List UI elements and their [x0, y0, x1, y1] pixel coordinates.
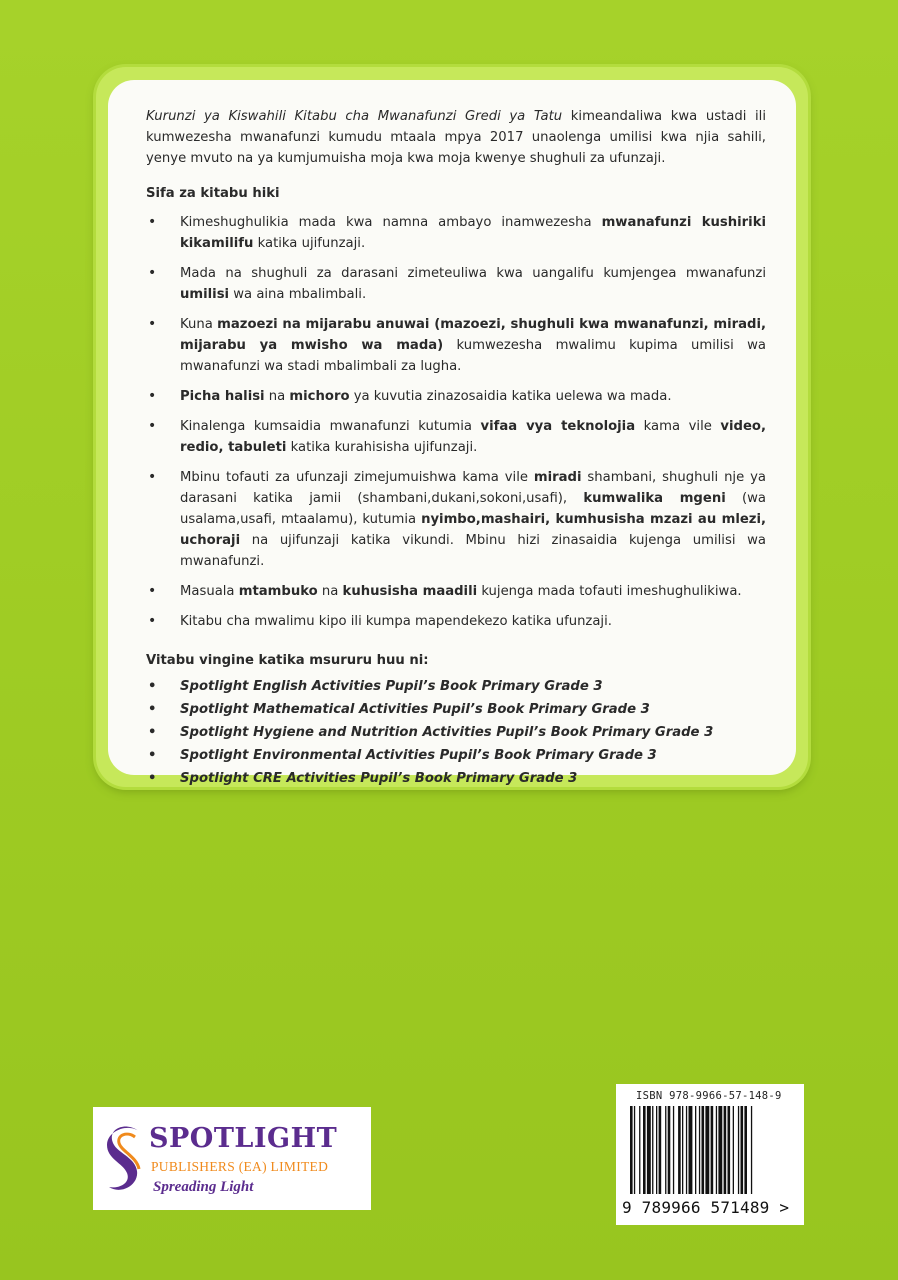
barcode-bar: [659, 1106, 662, 1194]
bullet-icon: •: [148, 388, 157, 404]
barcode-bars-icon: [624, 1106, 796, 1198]
barcode-bar: [656, 1106, 657, 1194]
barcode-bar: [705, 1106, 709, 1194]
barcode-bar: [682, 1106, 683, 1194]
barcode-bar: [689, 1106, 693, 1194]
barcode-bar: [630, 1106, 633, 1194]
barcode-bar: [695, 1106, 696, 1194]
barcode-bar: [634, 1106, 635, 1194]
list-item: • Spotlight English Activities Pupil’s Book Primary Grade 3: [146, 675, 766, 698]
intro-text: kimeandaliwa kwa ustadi ili kumwezesha mwanafunzi kumudu mtaala mpya 2017 unaolenga umilisi kwa njia sahili, yenye mvuto na ya kumjumuisha moja kwa moja kwenye shughuli za ufunzaji.: [146, 109, 766, 166]
list-item: • Spotlight Mathematical Activities Pupil’s Book Primary Grade 3: [146, 698, 766, 721]
bullet-icon: •: [148, 679, 157, 694]
bullet-icon: •: [148, 316, 157, 332]
barcode-bar: [724, 1106, 727, 1194]
barcode-bar: [716, 1106, 717, 1194]
list-item: • Kinalenga kumsaidia mwanafunzi kutumia vifaa vya teknolojia kama vile video, redio, tabuleti katika kurahisisha ujifunzaji.: [148, 418, 766, 455]
barcode-bar: [744, 1106, 747, 1194]
spotlight-s-icon: [105, 1123, 145, 1197]
barcode-bar: [738, 1106, 739, 1194]
bullet-icon: •: [148, 418, 157, 434]
bullet-icon: •: [148, 771, 157, 786]
bullet-icon: •: [148, 613, 157, 629]
list-item: • Spotlight Hygiene and Nutrition Activities Pupil’s Book Primary Grade 3: [146, 721, 766, 744]
list-item: • Mbinu tofauti za ufunzaji zimejumuishwa kama vile miradi shambani, shughuli nje ya darasani katika jamii (shambani,dukani,sokoni,usafi), kumwalika mgeni (wa usalama,usafi, mtaalamu), kutumia nyimbo,mashairi, kumhusisha mzazi au mlezi, uchoraji na ujifunzaji katika vikundi. Mbinu hizi zinasaidia kujenga umilisi wa mwanafunzi.: [148, 469, 766, 569]
barcode: [616, 1084, 804, 1225]
bullet-icon: •: [148, 748, 157, 763]
bullet-icon: •: [148, 214, 157, 230]
bullet-icon: •: [148, 469, 157, 485]
bullet-icon: •: [148, 265, 157, 281]
publisher-tagline: Spreading Light: [153, 1179, 254, 1195]
barcode-bar: [718, 1106, 722, 1194]
books-heading: Vitabu vingine katika msururu huu ni:: [146, 653, 429, 668]
list-item: • Spotlight Environmental Activities Pupil’s Book Primary Grade 3: [146, 744, 766, 767]
list-item: • Picha halisi na michoro ya kuvutia zinazosaidia katika uelewa wa mada.: [146, 386, 766, 407]
barcode-bar: [647, 1106, 651, 1194]
list-item: • Spotlight CRE Activities Pupil’s Book Primary Grade 3: [146, 767, 766, 790]
barcode-bar: [686, 1106, 687, 1194]
barcode-bar: [751, 1106, 752, 1194]
publisher-subtitle: PUBLISHERS (EA) LIMITED: [151, 1159, 329, 1174]
barcode-bar: [741, 1106, 744, 1194]
barcode-bar: [639, 1106, 640, 1194]
barcode-bar: [668, 1106, 671, 1194]
list-item: • Kimeshughulikia mada kwa namna ambayo inamwezesha mwanafunzi kushiriki kikamilifu katika ujifunzaji.: [148, 214, 766, 251]
list-item: • Kuna mazoezi na mijarabu anuwai (mazoezi, shughuli kwa mwanafunzi, miradi, mijarabu ya mwisho wa mada) kumwezesha mwalimu kupima umilisi wa mwanafunzi wa stadi mbalimbali za lugha.: [148, 316, 766, 374]
barcode-digits: 9 789966 571489 >: [622, 1198, 790, 1217]
barcode-bar: [733, 1106, 734, 1194]
barcode-bar: [643, 1106, 646, 1194]
intro-paragraph: [146, 106, 766, 169]
barcode-bar: [678, 1106, 681, 1194]
features-list: [146, 212, 766, 632]
barcode-bar: [699, 1106, 700, 1194]
barcode-bar: [728, 1106, 731, 1194]
features-heading: Sifa za kitabu hiki: [146, 186, 280, 201]
barcode-bar: [665, 1106, 666, 1194]
list-item: • Mada na shughuli za darasani zimeteuliwa kwa uangalifu kumjengea mwanafunzi umilisi wa aina mbalimbali.: [148, 265, 766, 302]
publisher-name: SPOTLIGHT: [149, 1123, 338, 1154]
barcode-bar: [711, 1106, 714, 1194]
list-item: • Masuala mtambuko na kuhusisha maadili kujenga mada tofauti imeshughulikiwa.: [146, 581, 766, 602]
isbn-label: ISBN 978-9966-57-148-9: [636, 1090, 782, 1102]
barcode-bar: [702, 1106, 705, 1194]
bullet-icon: •: [148, 725, 157, 740]
barcode-bar: [652, 1106, 653, 1194]
list-item: • Kitabu cha mwalimu kipo ili kumpa mapendekezo katika ufunzaji.: [146, 611, 766, 632]
bullet-icon: •: [148, 583, 157, 599]
bullet-icon: •: [148, 702, 157, 717]
content-panel: [108, 80, 796, 786]
barcode-bar: [673, 1106, 674, 1194]
book-title: Kurunzi ya Kiswahili Kitabu cha Mwanafunzi Gredi ya Tatu: [146, 109, 563, 124]
books-list: [146, 675, 766, 790]
publisher-logo: [93, 1107, 371, 1210]
